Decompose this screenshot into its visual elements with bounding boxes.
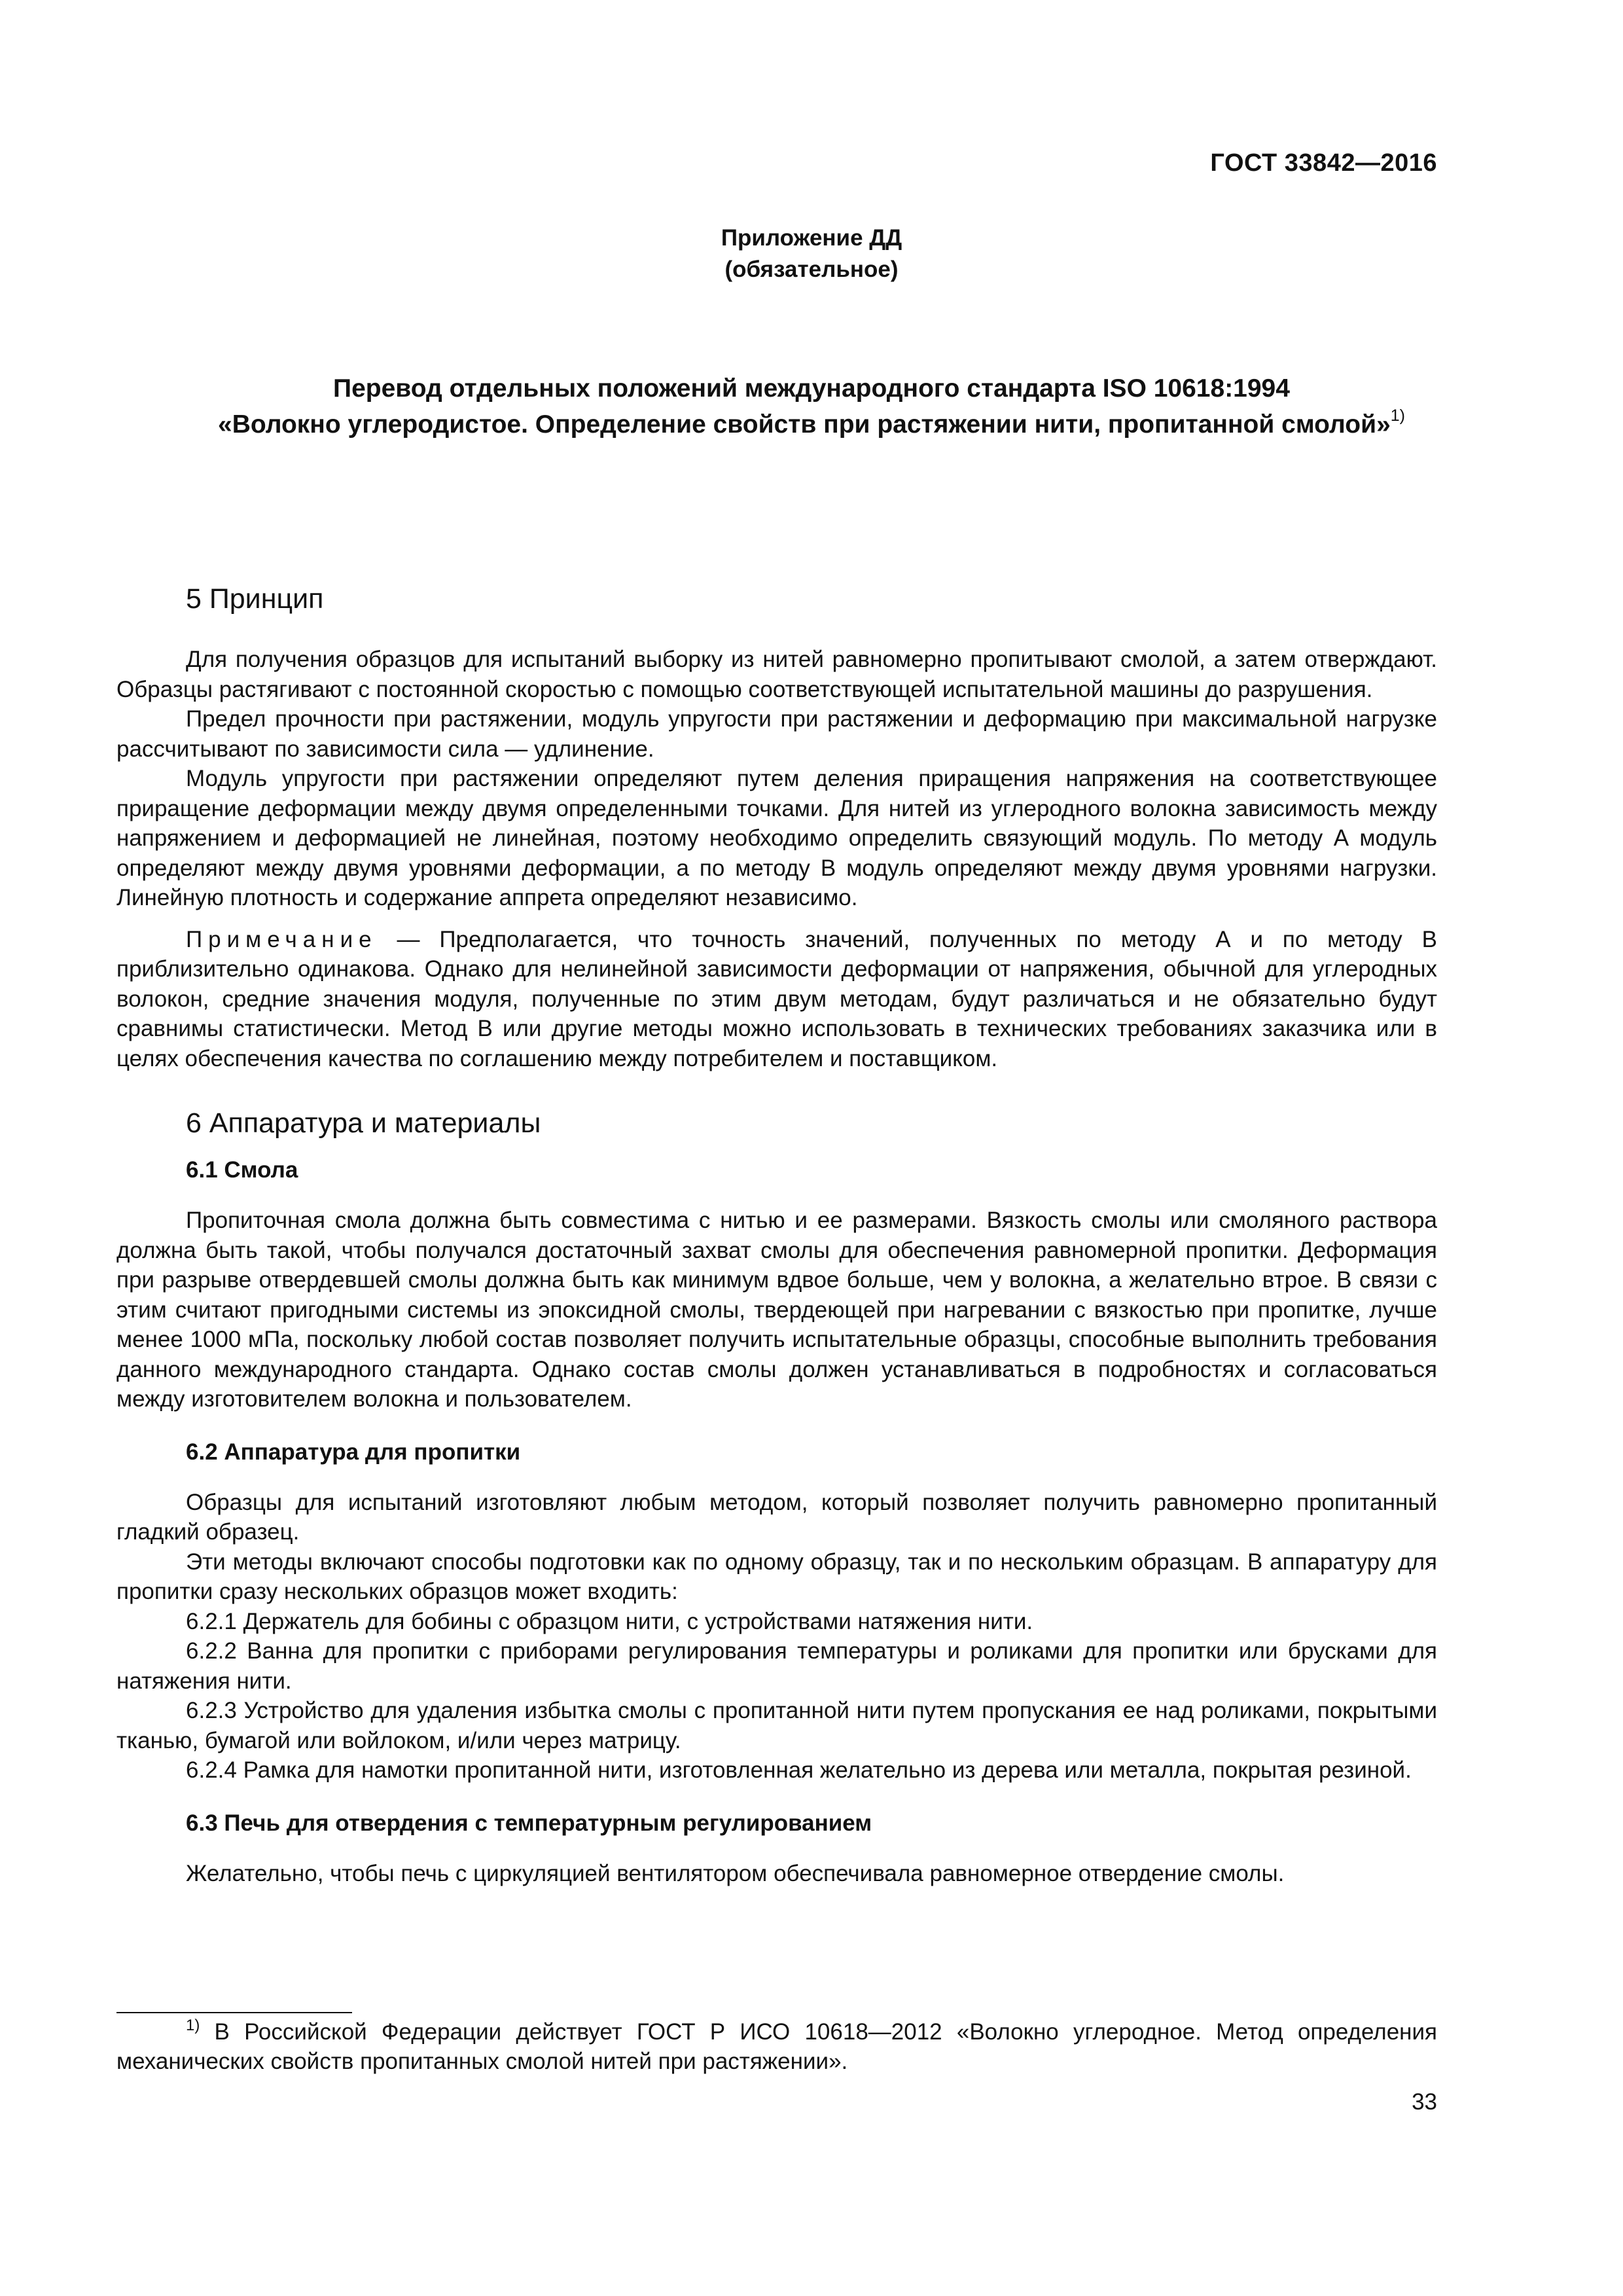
document-code: ГОСТ 33842—2016 xyxy=(1210,149,1437,177)
title-line-2-text: «Волокно углеродистое. Определение свойств при растяжении нити, пропитанной смолой» xyxy=(218,410,1391,439)
section-6-heading: 6 Аппаратура и материалы xyxy=(186,1107,541,1139)
annex-status: (обязательное) xyxy=(724,257,899,282)
note-text: — Предполагается, что точность значений, полученных по методу А и по методу В приблизительно одинакова. Однако для нелинейной зависимости деформации от напряжения, обычной для углеродных волокон, средние значения модуля, полученные по этим двум методам, будут различаться и не обязательно будут сравнимы статистически. Метод В или другие методы можно использовать в технических требованиях заказчика или в целях обеспечения качества по соглашению между потребителем и поставщиком. xyxy=(116,926,1437,1071)
subsection-6-3-heading: 6.3 Печь для отвердения с температурным регулированием xyxy=(186,1810,872,1836)
subsection-6-1-heading: 6.1 Смола xyxy=(186,1157,298,1183)
footnote-mark: 1) xyxy=(186,2017,200,2034)
subsection-6-2-paragraph-1: Образцы для испытаний изготовляют любым методом, который позволяет получить равномерно пропитанный гладкий образец. xyxy=(116,1489,1437,1545)
item-6-2-2: 6.2.2 Ванна для пропитки с приборами регулирования температуры и роликами для пропитки или брусками для натяжения нити. xyxy=(116,1638,1437,1694)
section-5-paragraph-2: Предел прочности при растяжении, модуль упругости при растяжении и деформацию при максимальной нагрузке рассчитывают по зависимости сила — удлинение. xyxy=(116,706,1437,762)
subsection-6-2-paragraph-2: Эти методы включают способы подготовки как по одному образцу, так и по нескольким образцам. В аппаратуру для пропитки сразу нескольких образцов может входить: xyxy=(116,1549,1437,1604)
footnote xyxy=(116,2017,1437,2076)
item-6-2-4: 6.2.4 Рамка для намотки пропитанной нити, изготовленная желательно из дерева или металла, покрытая резиной. xyxy=(186,1757,1412,1783)
section-5-paragraph-3: Модуль упругости при растяжении определяют путем деления приращения напряжения на соответствующее приращение деформации между двумя определенными точками. Для нитей из углеродного волокна зависимость между напряжением и деформацией не линейная, поэтому необходимо определить связующий модуль. По методу А модуль определяют между двумя уровнями деформации, а по методу В модуль определяют между двумя уровнями нагрузки. Линейную плотность и содержание аппрета определяют независимо. xyxy=(116,766,1437,910)
title-line-2 xyxy=(0,406,1623,442)
annex-title: Приложение ДД xyxy=(721,225,902,251)
title-footnote-mark: 1) xyxy=(1390,406,1405,425)
section-5-heading: 5 Принцип xyxy=(186,583,324,615)
title-line-1: Перевод отдельных положений международного стандарта ISO 10618:1994 xyxy=(333,374,1290,403)
footnote-text: В Российской Федерации действует ГОСТ Р ИСО 10618—2012 «Волокно углеродное. Метод определения механических свойств пропитанных смолой нитей при растяжении». xyxy=(116,2019,1437,2074)
note-label: Примечание xyxy=(186,926,378,952)
page-number: 33 xyxy=(1412,2089,1437,2115)
footnote-text-block xyxy=(116,2017,1437,2076)
section-5-note xyxy=(116,925,1437,1074)
item-6-2-1: 6.2.1 Держатель для бобины с образцом нити, с устройствами натяжения нити. xyxy=(186,1608,1033,1634)
section-5-paragraph-1: Для получения образцов для испытаний выборку из нитей равномерно пропитывают смолой, а затем отверждают. Образцы растягивают с постоянной скоростью с помощью соответствующей испытательной машины до разрушения. xyxy=(116,647,1437,702)
subsection-6-1-text: Пропиточная смола должна быть совместима с нитью и ее размерами. Вязкость смолы или смоляного раствора должна быть такой, чтобы получался достаточный захват смолы для обеспечения равномерной пропитки. Деформация при разрыве отвердевшей смолы должна быть как минимум вдвое больше, чем у волокна, а желательно втрое. В связи с этим считают пригодными системы из эпоксидной смолы, твердеющей при нагревании с вязкостью при пропитке, лучше менее 1000 мПа, поскольку любой состав позволяет получить испытательные образцы, способные выполнить требования данного международного стандарта. Однако состав смолы должен устанавливаться в подробностях и согласоваться между изготовителем волокна и пользователем. xyxy=(116,1208,1437,1412)
document-body xyxy=(116,579,1437,1888)
item-6-2-3: 6.2.3 Устройство для удаления избытка смолы с пропитанной нити путем пропускания ее над роликами, покрытыми тканью, бумагой или войлоком, и/или через матрицу. xyxy=(116,1698,1437,1753)
subsection-6-3-text: Желательно, чтобы печь с циркуляцией вентилятором обеспечивала равномерное отвердение смолы. xyxy=(186,1860,1285,1886)
annex-header xyxy=(0,223,1623,285)
footnote-divider xyxy=(116,2012,352,2013)
document-title xyxy=(0,370,1623,442)
subsection-6-2-heading: 6.2 Аппаратура для пропитки xyxy=(186,1439,521,1465)
